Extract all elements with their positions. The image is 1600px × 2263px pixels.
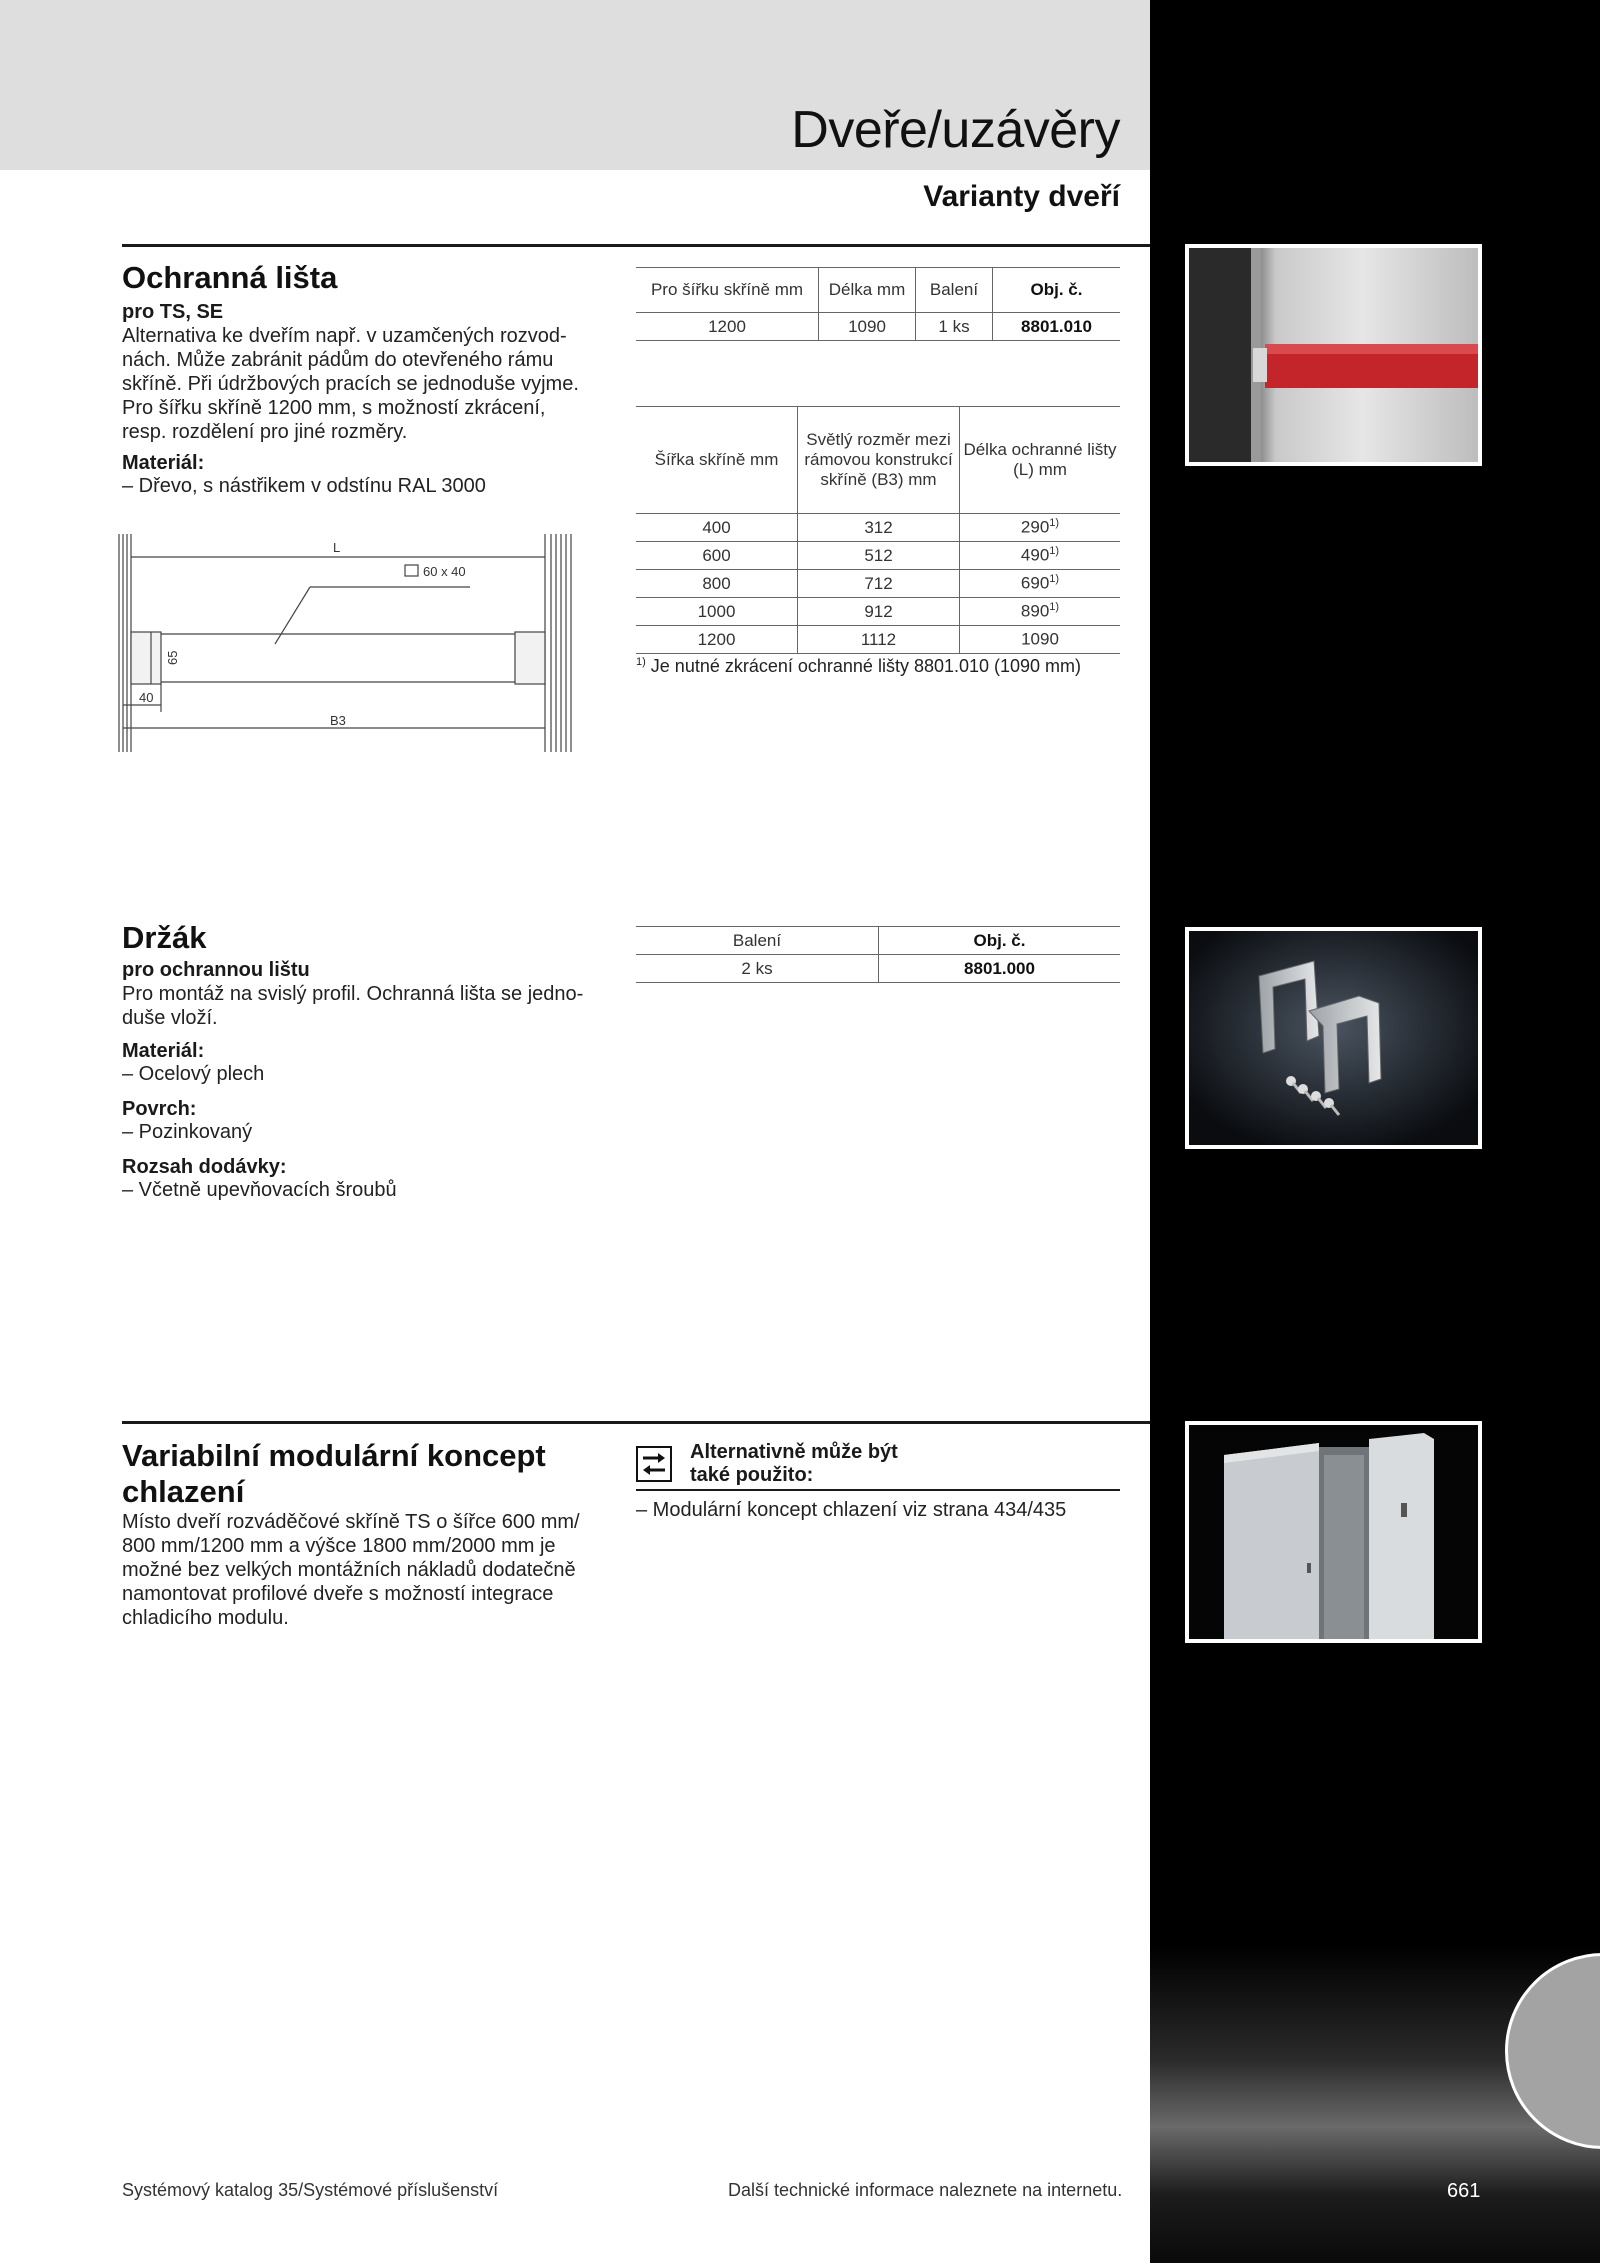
description (122, 1510, 580, 1630)
order-table-holder (636, 926, 1120, 983)
description-line: možné bez velkých montážních nákladů dodatečně (122, 1559, 576, 1581)
footnote-text: Je nutné zkrácení ochranné lišty 8801.010 (1090 mm) (650, 656, 1082, 676)
drawing-label-L: L (333, 540, 341, 555)
page-title: Dveře/uzávěry (791, 101, 1120, 159)
table-cell (960, 570, 1121, 598)
material-label: Materiál: (122, 1040, 205, 1062)
description-line: resp. rozdělení pro jiné rozměry. (122, 421, 408, 443)
description-line: duše vloží. (122, 1007, 218, 1029)
title-line: chlazení (122, 1474, 245, 1509)
table-cell: 8801.010 (993, 313, 1121, 341)
alternative-item: – Modulární koncept chlazení viz strana 434/435 (636, 1499, 1067, 1521)
surface-label: Povrch: (122, 1098, 197, 1120)
cell-value: 890 (1020, 601, 1050, 621)
column-header: Šířka skříně mm (636, 407, 798, 514)
footer-info: Další technické informace naleznete na internetu. (728, 2180, 1123, 2200)
table-row (636, 626, 1120, 654)
scope-label: Rozsah dodávky: (122, 1156, 287, 1178)
table-cell: 8801.000 (879, 955, 1121, 983)
column-header: Pro šířku skříně mm (636, 268, 819, 313)
drawing-label-width: 40 (139, 690, 154, 705)
section-heading: Varianty dveří (923, 180, 1120, 213)
table-cell: 912 (798, 598, 960, 626)
table-cell: 1000 (636, 598, 798, 626)
description-line: Pro šířku skříně 1200 mm, s možností zkrácení, (122, 397, 546, 419)
description-line: nách. Může zabránit pádům do otevřeného rámu (122, 349, 554, 371)
scope-value: – Včetně upevňovacích šroubů (122, 1179, 397, 1201)
material-value: – Dřevo, s nástřikem v odstínu RAL 3000 (122, 475, 486, 497)
table-cell: 600 (636, 542, 798, 570)
material-value: – Ocelový plech (122, 1063, 265, 1085)
section-title-holder: Držák (122, 920, 207, 955)
table-row (636, 570, 1120, 598)
footer-catalog: Systémový katalog 35/Systémové příslušenství (122, 2180, 499, 2200)
description-line: Místo dveří rozváděčové skříně TS o šířce 600 mm/ (122, 1511, 580, 1533)
table-cell: 1200 (636, 626, 798, 654)
footnote-ref: 1) (1049, 573, 1060, 586)
cell-value: 690 (1020, 573, 1050, 593)
description-line: Alternativa ke dveřím např. v uzamčených rozvod- (122, 325, 567, 347)
column-header: Délka ochranné lišty (L) mm (960, 407, 1121, 514)
cell-value: 290 (1020, 517, 1050, 537)
footnote-ref: 1) (1049, 601, 1060, 614)
description-line: namontovat profilové dveře s možností integrace (122, 1583, 554, 1605)
table-cell (960, 598, 1121, 626)
footnote-ref: 1) (1049, 545, 1060, 558)
dimension-table (636, 406, 1120, 654)
footnote (636, 656, 1081, 677)
table-cell: 1112 (798, 626, 960, 654)
column-header: Světlý rozměr mezi rámovou konstrukcí skříně (B3) mm (798, 407, 960, 514)
table-cell: 800 (636, 570, 798, 598)
footnote-mark: 1) (636, 656, 646, 668)
dimension-drawing (115, 532, 585, 757)
alternative-rule (636, 1489, 1120, 1491)
cabinet-photo (1185, 1421, 1482, 1643)
alternative-heading-line: také použito: (690, 1464, 814, 1486)
cell-value: 1090 (1021, 629, 1059, 649)
drawing-label-B3: B3 (330, 713, 346, 728)
section-subtitle: pro TS, SE (122, 301, 224, 323)
table-cell: 1 ks (916, 313, 993, 341)
description (122, 324, 579, 444)
table-cell (960, 542, 1121, 570)
alternative-heading-line: Alternativně může být (690, 1441, 898, 1463)
table-cell (960, 514, 1121, 542)
column-header: Balení (636, 927, 879, 955)
order-table-guard-rail (636, 267, 1120, 341)
section-rule-1 (122, 244, 1150, 247)
column-header: Obj. č. (993, 268, 1121, 313)
surface-value: – Pozinkovaný (122, 1121, 253, 1143)
description-line: chladicího modulu. (122, 1607, 289, 1629)
section-rule-3 (122, 1421, 1150, 1424)
table-cell: 400 (636, 514, 798, 542)
material-label: Materiál: (122, 452, 205, 474)
drawing-label-height: 65 (165, 650, 180, 665)
table-row (636, 542, 1120, 570)
title-line: Variabilní modulární koncept (122, 1438, 546, 1473)
footnote-ref: 1) (1049, 517, 1060, 530)
column-header: Délka mm (819, 268, 916, 313)
description (122, 982, 583, 1030)
table-cell: 512 (798, 542, 960, 570)
alternative-heading (690, 1441, 898, 1487)
table-cell (960, 626, 1121, 654)
column-header: Balení (916, 268, 993, 313)
description-line: 800 mm/1200 mm a výšce 1800 mm/2000 mm je (122, 1535, 556, 1557)
swap-arrows-icon (636, 1446, 672, 1482)
section-title-cooling (122, 1438, 546, 1510)
description-line: skříně. Při údržbových pracích se jednoduše vyjme. (122, 373, 579, 395)
holder-photo (1185, 927, 1482, 1149)
guard-rail-photo (1185, 244, 1482, 466)
column-header: Obj. č. (879, 927, 1121, 955)
cell-value: 490 (1020, 545, 1050, 565)
table-cell: 712 (798, 570, 960, 598)
drawing-label-section: 60 x 40 (423, 564, 466, 579)
section-title-guard-rail: Ochranná lišta (122, 260, 338, 295)
description-line: Pro montáž na svislý profil. Ochranná lišta se jedno- (122, 983, 584, 1005)
table-cell: 2 ks (636, 955, 879, 983)
table-cell: 1200 (636, 313, 819, 341)
table-cell: 312 (798, 514, 960, 542)
table-row (636, 598, 1120, 626)
page-number: 661 (1447, 2180, 1481, 2202)
table-cell: 1090 (819, 313, 916, 341)
table-row (636, 514, 1120, 542)
section-subtitle: pro ochrannou lištu (122, 959, 310, 981)
